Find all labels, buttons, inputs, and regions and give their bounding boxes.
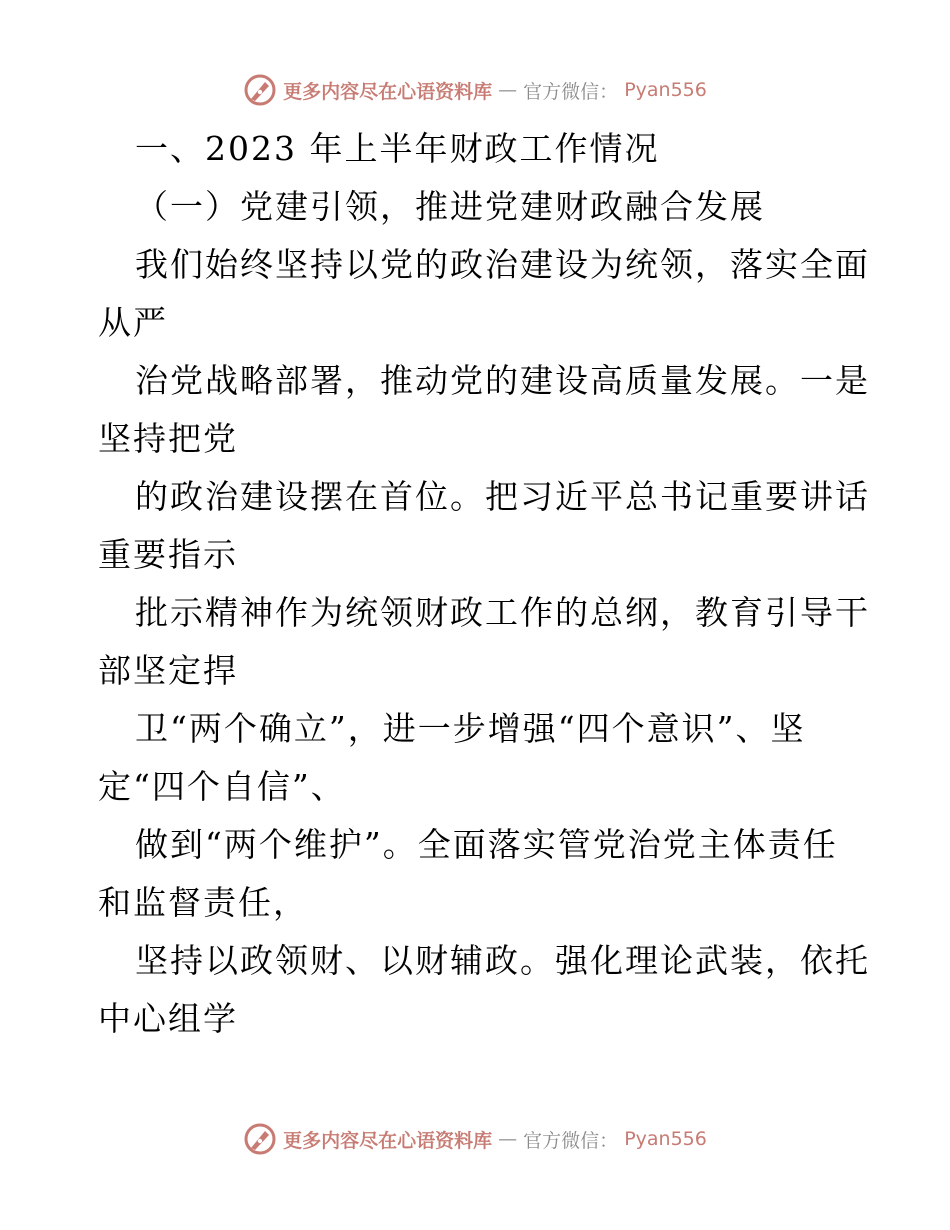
paragraph-line: 坚持以政领财、以财辅政。强化理论武装，依托	[135, 941, 870, 980]
footer-watermark	[0, 1119, 950, 1159]
watermark-brand-text: 更多内容尽在心语资料库	[283, 80, 493, 103]
watermark-channel-text: 官方微信：	[523, 1129, 619, 1152]
paragraph-line: 定“四个自信”、	[98, 767, 346, 806]
watermark-brand-text: 更多内容尽在心语资料库	[283, 1129, 493, 1152]
watermark-channel-text: 官方微信：	[523, 80, 619, 103]
watermark-account: Pyan556	[624, 79, 707, 101]
paragraph-line: 批示精神作为统领财政工作的总纲，教育引导干	[135, 593, 870, 632]
paragraph-line: 中心组学	[98, 999, 238, 1038]
paragraph-line: 从严	[98, 303, 168, 342]
paragraph-line: 治党战略部署，推动党的建设高质量发展。一是	[135, 361, 870, 400]
watermark-account: Pyan556	[624, 1128, 707, 1150]
paragraph-line: 和监督责任，	[98, 883, 308, 922]
paragraph-line: 坚持把党	[98, 419, 238, 458]
watermark-dash: —	[498, 79, 518, 101]
paragraph-line: 的政治建设摆在首位。把习近平总书记重要讲话	[135, 477, 870, 516]
paragraph-line: 做到“两个维护”。全面落实管党治党主体责任	[135, 825, 838, 864]
paragraph-line: 我们始终坚持以党的政治建设为统领，落实全面	[135, 245, 870, 284]
pen-nib-circle-icon	[243, 1122, 277, 1156]
paragraph-line: 重要指示	[98, 535, 238, 574]
section-heading: 一、2023 年上半年财政工作情况	[135, 129, 660, 168]
watermark-dash: —	[498, 1128, 518, 1150]
subsection-heading: （一）党建引领，推进党建财政融合发展	[135, 187, 765, 226]
pen-nib-circle-icon	[243, 73, 277, 107]
header-watermark	[0, 70, 950, 110]
paragraph-line: 卫“两个确立”，进一步增强“四个意识”、坚	[135, 709, 806, 748]
paragraph-line: 部坚定捍	[98, 651, 238, 690]
